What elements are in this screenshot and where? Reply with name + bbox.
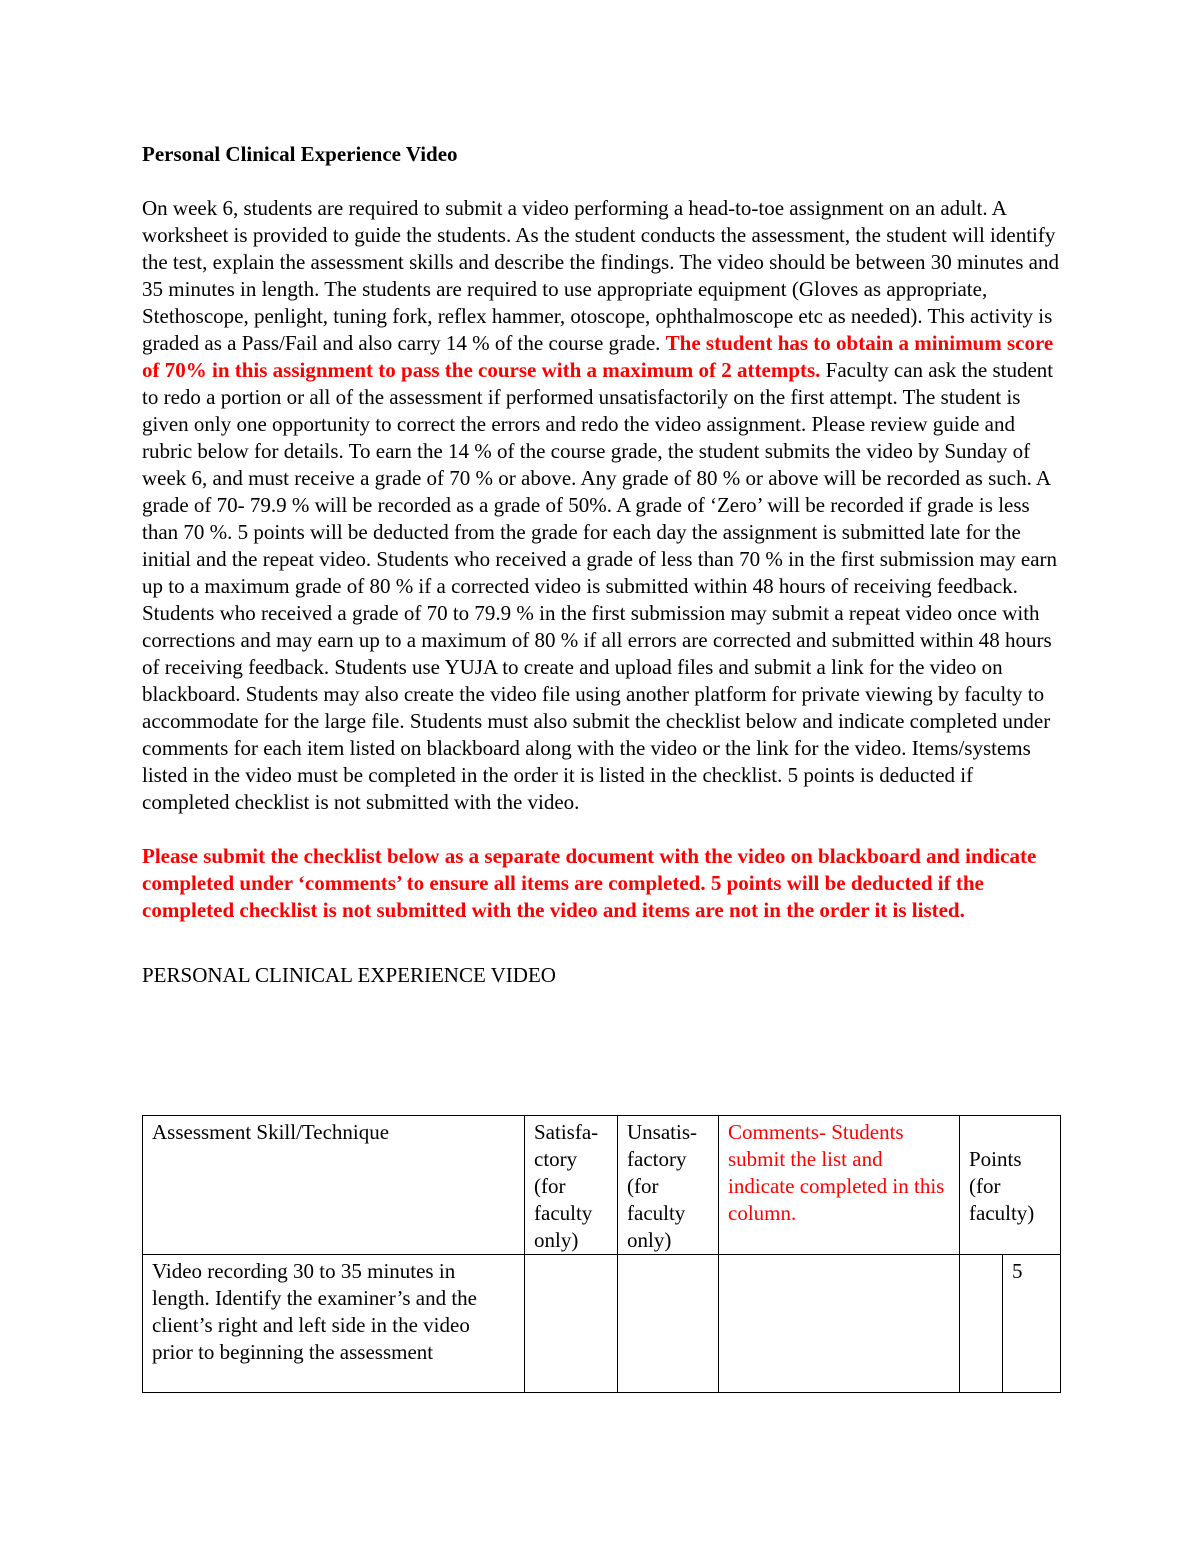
header-skill: Assessment Skill/Technique (143, 1116, 525, 1255)
document-page (142, 141, 1062, 989)
instructions-text-part2: Faculty can ask the student to redo a portion or all of the assessment if performed unsatisfactorily on the first attempt. The student is given only one opportunity to correct the errors and redo the video assignment. Please review guide and rubric below for details. To earn the 14 % of the course grade, the student submits the video by Sunday of week 6, and must receive a grade of 70 % or above. Any grade of 80 % or above will be recorded as such. A grade of 70- 79.9 % will be recorded as a grade of 50%. A grade of ‘Zero’ will be recorded if grade is less than 70 %. 5 points will be deducted from the grade for each day the assignment is submitted late for the initial and the repeat video. Students who received a grade of less than 70 % in the first submission may earn up to a maximum grade of 80 % if a corrected video is submitted within 48 hours of receiving feedback. Students who received a grade of 70 to 79.9 % in the first submission may submit a repeat video once with corrections and may earn up to a maximum of 80 % if all errors are corrected and submitted within 48 hours of receiving feedback. Students use YUJA to create and upload files and submit a link for the video on blackboard. Students may also create the video file using another platform for private viewing by faculty to accommodate for the large file. Students must also submit the checklist below and indicate completed under comments for each item listed on blackboard along with the video or the link for the video. Items/systems listed in the video must be completed in the order it is listed in the checklist. 5 points is deducted if completed checklist is not submitted with the video. (142, 358, 1058, 814)
checklist-notice: Please submit the checklist below as a separate document with the video on blackboard and indicate completed under ‘comments’ to ensure all items are completed. 5 points will be deducted if the completed checklist is not submitted with the video and items are not in the order it is listed. (142, 844, 1037, 922)
header-satisfactory: Satisfa-ctory (for faculty only) (525, 1116, 618, 1255)
instructions-highlight: The student has to obtain a minimum score of 70% in this assignment to pass the course with a maximum of 2 attempts. (142, 331, 1054, 382)
header-unsatisfactory: Unsatis-factory (for faculty only) (618, 1116, 719, 1255)
checklist-table (142, 1115, 1061, 1393)
header-points: Points (for faculty) (960, 1116, 1061, 1255)
instructions-text-part1: On week 6, students are required to submit a video performing a head-to-toe assignment on an adult. A worksheet is provided to guide the students. As the student conducts the assessment, the student will identify the test, explain the assessment skills and describe the findings. The video should be between 30 minutes and 35 minutes in length. The students are required to use appropriate equipment (Gloves as appropriate, Stethoscope, penlight, tuning fork, reflex hammer, otoscope, ophthalmoscope etc as needed). This activity is graded as a Pass/Fail and also carry 14 % of the course grade. (142, 196, 1060, 355)
table-row (143, 1255, 1061, 1393)
checklist-header-row (143, 1116, 1061, 1255)
table-heading: PERSONAL CLINICAL EXPERIENCE VIDEO (142, 963, 556, 987)
row-points-blank-cell (960, 1255, 1003, 1393)
row-points: 5 (1003, 1255, 1061, 1393)
row-comments-cell[interactable] (719, 1255, 960, 1393)
document-title: Personal Clinical Experience Video (142, 142, 458, 166)
instructions-paragraph (142, 195, 1062, 816)
header-comments: Comments- Students submit the list and indicate completed in this column. (719, 1116, 960, 1255)
row-satisfactory-cell[interactable] (525, 1255, 618, 1393)
row-skill: Video recording 30 to 35 minutes in length. Identify the examiner’s and the client’s right and left side in the video prior to beginning the assessment (143, 1255, 525, 1393)
row-unsatisfactory-cell[interactable] (618, 1255, 719, 1393)
